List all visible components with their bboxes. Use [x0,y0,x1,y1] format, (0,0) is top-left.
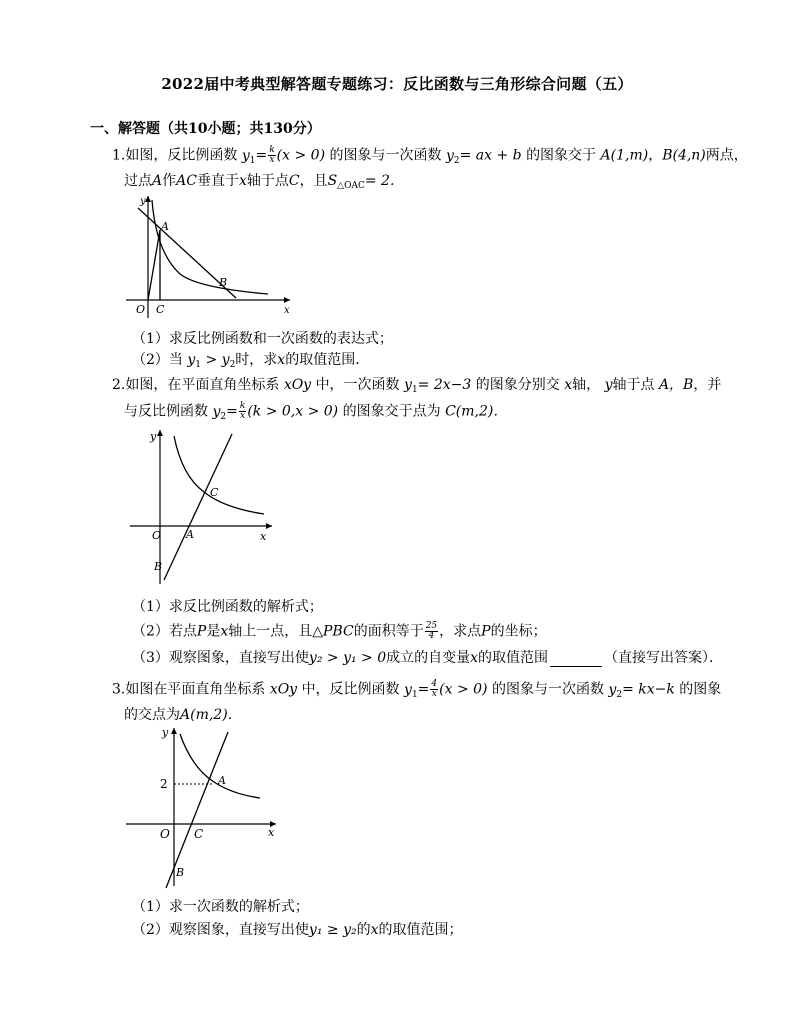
q2-text: 是 [206,623,221,640]
q2-text: （直接写出答案）． [604,650,724,666]
q1-line1: 1.如图，反比例函数 $y_1=$ $\frac{k}{x}$ (x > 0) 的图象与一次函数 $y_2=$ ax + b 的图象交于 A(1,m)，B(4,n)两点， [112,145,748,166]
q1-figure [118,192,298,322]
q3-y1: $y_1$ [404,681,418,700]
q2-ineq: y₂ > y₁ > 0 [308,650,387,666]
q2-text: ，求点 [439,623,482,640]
q2-sub2 [132,622,547,641]
q1-var: = 2. [364,173,395,189]
q1-var: A [152,173,163,189]
q2-figure [124,424,284,590]
q3-point-a: A(m,2)． [180,707,242,723]
q3-frac: $\frac{4}{x}$ [431,679,438,699]
q3-number: 3. [112,681,126,698]
q2-var: y [604,377,613,393]
q2-var: A，B [658,377,694,393]
q1-fig-label-a: A [161,220,169,233]
q3-figure [122,722,282,892]
q3-text: 的取值范围； [378,922,463,938]
q2-number: 2. [112,377,126,393]
q1-fig-label-x: x [284,305,290,316]
q3-sub1: （1）求一次函数的解析式； [132,899,309,915]
q1-text: 两点， [705,147,748,164]
q3-ineq: y₁ ≥ y₂ [308,922,357,938]
q2-var: P [481,623,491,640]
q2-text: （3）观察图象，直接写出使 [132,650,309,666]
q1-fig-label-y: y [140,196,146,207]
q1-text: ，且 [299,173,328,189]
q2-text: 的面积等于 [353,623,424,640]
q3-fig-label-2: 2 [160,777,168,791]
q1-y2: $y_2$ [445,147,460,166]
q1-fig-label-b: B [219,276,228,289]
q1-cond: (x > 0) [276,147,326,164]
q1-sub1: （1）求反比例函数和一次函数的表达式； [132,331,393,347]
q2-sub3 [132,649,723,667]
q3-fig-label-c: C [194,827,204,841]
q3-text: 如图在平面直角坐标系 [125,681,266,698]
q3-cond: (x > 0) [439,681,488,698]
q3-text: 的图象 [679,681,722,698]
q2-text: 成立的自变量 [386,650,471,666]
q2-line2: 与反比例函数 $y_2=$ $\frac{k}{x}$ (k > 0,x > 0) 的图象交于点为 C(m,2)． [124,401,508,422]
q2-fig-label-x: x [260,530,267,543]
q3-text: （2）观察图象，直接写出使 [132,922,309,938]
q1-var: AC [176,173,197,189]
q2-linear: = 2x−3 [417,377,472,393]
q1-text: 如图，反比例函数 [125,147,238,164]
q1-text: 垂直于 [196,173,239,189]
q2-text: 轴上一点，且 [228,623,313,640]
q1-text: 作 [162,173,177,189]
q2-fig-label-o: O [152,529,162,542]
section-heading: 一、解答题（共10小题；共130分） [90,121,321,137]
q3-linear: = kx−k [622,681,675,698]
q3-y2: $y_2$ [608,681,623,700]
q2-fig-label-b: B [154,560,163,573]
q2-fig-label-y: y [150,430,157,443]
q2-y1: $y_1$ [404,377,418,395]
q2-text: 如图，在平面直角坐标系 [125,377,280,393]
q2-fig-label-c: C [210,486,219,499]
q2-cond: (k > 0,x > 0) [247,403,339,420]
q1-var: C [288,173,300,189]
q2-var: xOy [283,377,312,393]
q2-frac-kx: $\frac{k}{x}$ [239,401,246,421]
q1-text: （2）当 [132,352,183,368]
q1-area: $S_{\triangle OAC}$ [327,173,365,191]
q3-sub2 [132,921,463,939]
q3-var: xOy [269,681,298,698]
q3-fig-label-a: A [218,774,226,787]
q1-ineq: $y_1 > y_2$ [182,352,236,370]
q2-y2: $y_2$ [212,403,227,422]
q2-text: 轴， [572,377,601,393]
q3-text: 的交点为 [124,707,180,723]
q2-text: 轴于点 [612,377,655,393]
q1-text: 轴于点 [246,173,289,189]
document-title: 2022届中考典型解答题专题练习：反比函数与三角形综合问题（五） [161,75,633,93]
q3-text: 的 [356,922,371,938]
q1-fig-label-c: C [156,303,165,316]
q2-text: 的取值范围 [478,650,549,666]
q2-var: x [564,377,573,393]
q2-line1 [112,376,721,399]
q2-text: 的坐标； [490,623,547,640]
answer-blank[interactable] [550,652,602,667]
q3-text: 中，反比例函数 [301,681,400,698]
q2-var: x [470,650,479,666]
q1-text: 时，求 [235,352,278,368]
q1-frac-kx: $\frac{k}{x}$ [269,145,275,165]
q2-sub1: （1）求反比例函数的解析式； [132,599,323,615]
q2-var: x [220,623,229,640]
q3-text: 的图象与一次函数 [491,681,604,698]
q1-linear: = ax + b [459,147,522,164]
q2-text: 的图象交于点为 [342,403,441,420]
q2-text: （2）若点 [132,623,197,640]
q1-text: 过点 [124,173,152,189]
q3-fig-label-o: O [160,827,170,841]
q2-text: 的图象分别交 [475,377,560,393]
q2-point-c: C(m,2)． [445,403,508,420]
q1-fig-label-o: O [136,303,146,316]
q1-text: 的图象与一次函数 [329,147,442,164]
q2-text: 中，一次函数 [315,377,400,393]
q1-y1: $y_1$ [241,147,256,166]
q1-point-b: B(4,n) [662,147,706,164]
q1-point-a: A(1,m) [600,147,649,164]
q2-fig-label-a: A [186,528,194,541]
q3-fig-label-y: y [162,726,169,739]
q1-var: x [277,352,286,368]
q1-var: x [238,173,247,189]
q2-text: ，并 [693,377,722,393]
q3-fig-label-b: B [176,866,185,879]
q2-text: 与反比例函数 [124,403,208,420]
q3-var: x [370,922,379,938]
q1-number: 1. [112,147,126,164]
q2-var: △PBC [312,623,354,640]
q1-text: 的取值范围． [285,352,370,368]
q3-line1: 3.如图在平面直角坐标系 xOy 中，反比例函数 $y_1=$ $\frac{4}{x}$ (x > 0) 的图象与一次函数 $y_2= kx-k$ 的图象 [112,679,722,700]
q2-frac-area: $\frac{25}{4}$ [425,621,438,641]
q1-text: 的图象交于 [526,147,597,164]
q2-var: P [196,623,207,640]
q1-sub2 [132,351,369,374]
q3-fig-label-x: x [268,826,275,839]
